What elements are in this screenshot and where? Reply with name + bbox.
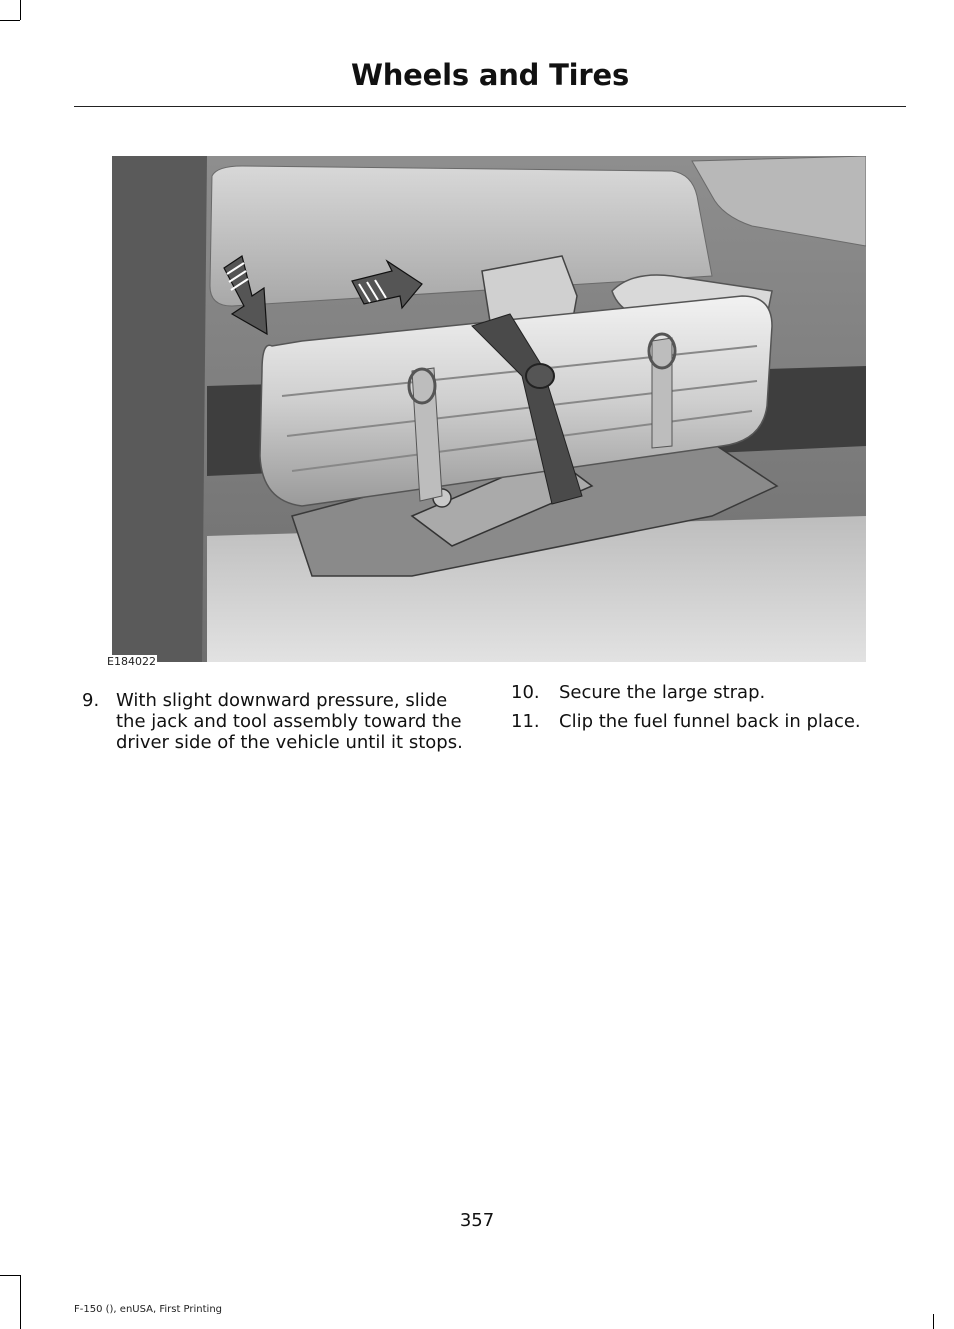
crop-mark-bottom-left-tick bbox=[20, 1314, 21, 1329]
large-strap-buckle bbox=[526, 364, 554, 388]
step-text: Clip the fuel funnel back in place. bbox=[559, 711, 861, 732]
jack-illustration-svg bbox=[112, 156, 866, 662]
crop-mark-bottom-left-h bbox=[0, 1275, 20, 1276]
step-number: 9. bbox=[82, 690, 100, 711]
crop-mark-top-left-v bbox=[20, 0, 21, 20]
page-number: 357 bbox=[459, 1210, 495, 1231]
crop-mark-top-left-h bbox=[0, 20, 20, 21]
small-strap-right bbox=[652, 338, 672, 448]
step-text: With slight downward pressure, slide the jack and tool assembly toward the driver side of the vehicle until it stops. bbox=[116, 690, 463, 753]
footer-edition: F-150 (), enUSA, First Printing bbox=[74, 1304, 223, 1315]
crop-mark-bottom-right-tick bbox=[933, 1314, 934, 1329]
step-number: 10. bbox=[511, 682, 540, 703]
jack-tool-assembly-illustration bbox=[112, 156, 866, 662]
step-number: 11. bbox=[511, 711, 540, 732]
figure-code: E184022 bbox=[107, 655, 156, 668]
step-text: Secure the large strap. bbox=[559, 682, 766, 703]
left-frame bbox=[112, 156, 207, 662]
page-title: Wheels and Tires bbox=[350, 58, 630, 92]
header-divider bbox=[74, 106, 906, 107]
